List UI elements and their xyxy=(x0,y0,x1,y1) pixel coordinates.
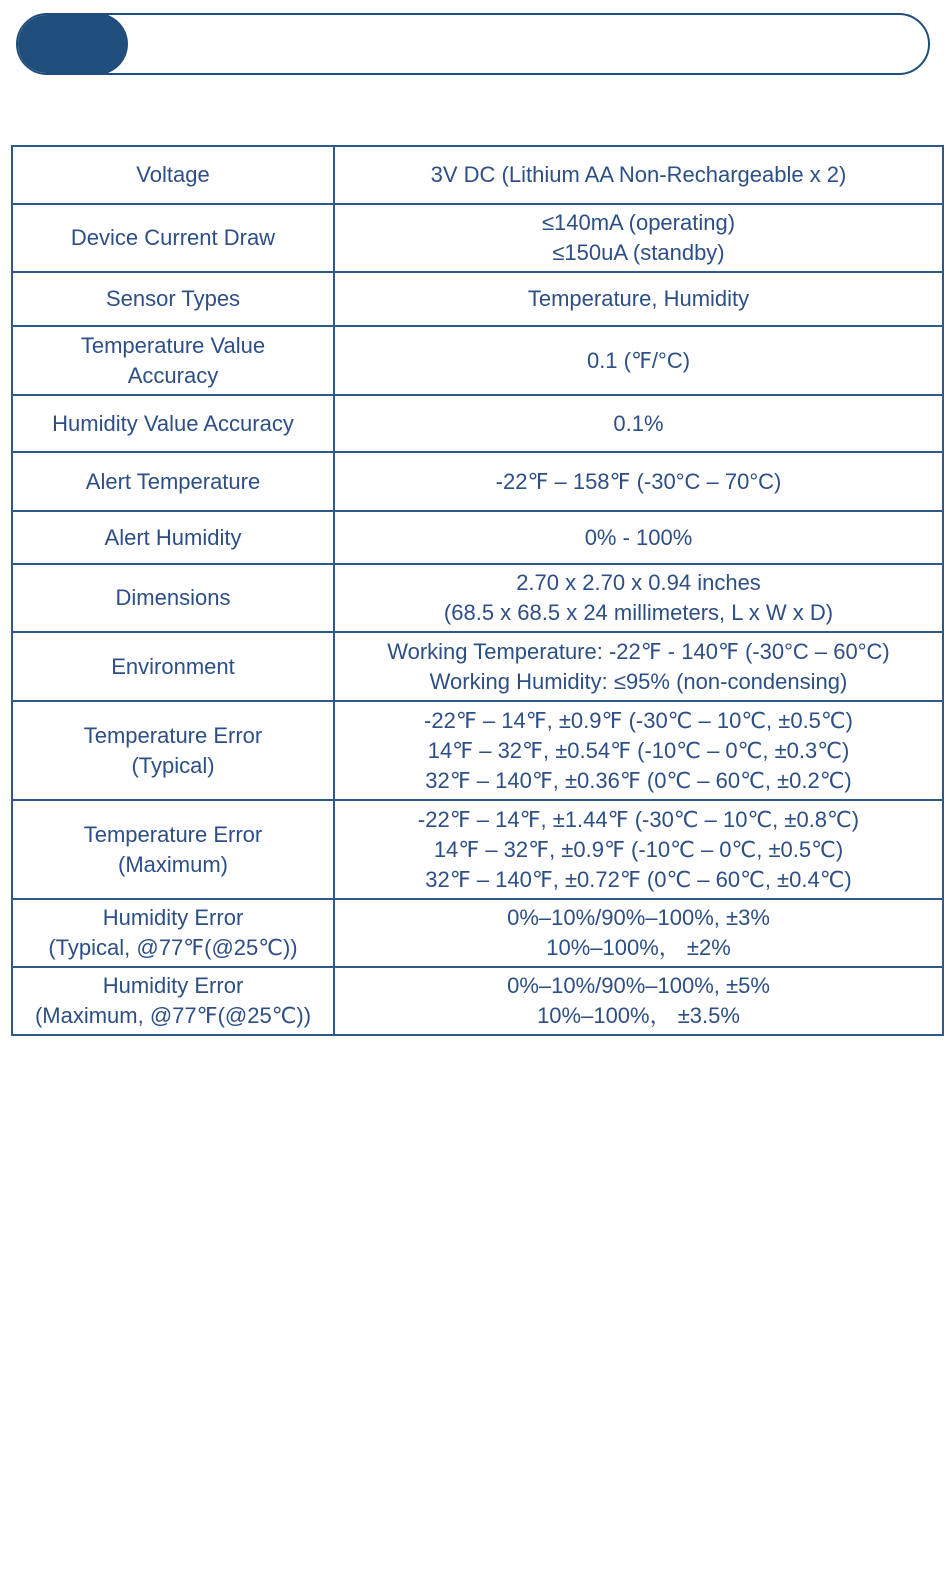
spec-label-alert-humidity: Alert Humidity xyxy=(12,511,334,564)
spec-label-temperature-error-typical: Temperature Error (Typical) xyxy=(12,701,334,800)
table-row xyxy=(12,899,943,967)
spec-label-environment: Environment xyxy=(12,632,334,701)
spec-value-voltage: 3V DC (Lithium AA Non-Rechargeable x 2) xyxy=(334,146,943,204)
spec-value-sensor-types: Temperature, Humidity xyxy=(334,272,943,326)
table-row xyxy=(12,395,943,452)
spec-value-humidity-error-typical: 0%–10%/90%–100%, ±3% 10%–100%， ±2% xyxy=(334,899,943,967)
section-header-pill xyxy=(16,13,128,75)
table-row xyxy=(12,564,943,632)
section-header-bar xyxy=(16,13,930,75)
table-row xyxy=(12,632,943,701)
spec-value-temperature-accuracy: 0.1 (℉/°C) xyxy=(334,326,943,395)
table-row xyxy=(12,967,943,1035)
table-row xyxy=(12,146,943,204)
table-row xyxy=(12,701,943,800)
spec-value-current-draw: ≤140mA (operating) ≤150uA (standby) xyxy=(334,204,943,272)
spec-value-temperature-error-maximum: -22℉ – 14℉, ±1.44℉ (-30℃ – 10℃, ±0.8℃) 14℉ – 32℉, ±0.9℉ (-10℃ – 0℃, ±0.5℃) 32℉ – 140℉, ±0.72℉ (0℃ – 60℃, ±0.4℃) xyxy=(334,800,943,899)
spec-value-alert-humidity: 0% - 100% xyxy=(334,511,943,564)
spec-label-humidity-accuracy: Humidity Value Accuracy xyxy=(12,395,334,452)
spec-label-sensor-types: Sensor Types xyxy=(12,272,334,326)
spec-value-environment: Working Temperature: -22℉ - 140℉ (-30°C – 60°C) Working Humidity: ≤95% (non-condensing) xyxy=(334,632,943,701)
table-row xyxy=(12,511,943,564)
spec-value-dimensions: 2.70 x 2.70 x 0.94 inches (68.5 x 68.5 x 24 millimeters, L x W x D) xyxy=(334,564,943,632)
spec-label-current-draw: Device Current Draw xyxy=(12,204,334,272)
spec-value-alert-temperature: -22℉ – 158℉ (-30°C – 70°C) xyxy=(334,452,943,511)
table-row xyxy=(12,204,943,272)
specifications-table xyxy=(11,145,944,1036)
table-row xyxy=(12,326,943,395)
table-row xyxy=(12,452,943,511)
spec-label-humidity-error-typical: Humidity Error (Typical, @77℉(@25℃)) xyxy=(12,899,334,967)
spec-value-temperature-error-typical: -22℉ – 14℉, ±0.9℉ (-30℃ – 10℃, ±0.5℃) 14℉ – 32℉, ±0.54℉ (-10℃ – 0℃, ±0.3℃) 32℉ – 140℉, ±0.36℉ (0℃ – 60℃, ±0.2℃) xyxy=(334,701,943,800)
spec-label-temperature-error-maximum: Temperature Error (Maximum) xyxy=(12,800,334,899)
spec-value-humidity-accuracy: 0.1% xyxy=(334,395,943,452)
spec-label-temperature-accuracy: Temperature Value Accuracy xyxy=(12,326,334,395)
table-row xyxy=(12,800,943,899)
spec-label-alert-temperature: Alert Temperature xyxy=(12,452,334,511)
table-row xyxy=(12,272,943,326)
spec-value-humidity-error-maximum: 0%–10%/90%–100%, ±5% 10%–100%， ±3.5% xyxy=(334,967,943,1035)
spec-label-humidity-error-maximum: Humidity Error (Maximum, @77℉(@25℃)) xyxy=(12,967,334,1035)
spec-label-dimensions: Dimensions xyxy=(12,564,334,632)
spec-label-voltage: Voltage xyxy=(12,146,334,204)
